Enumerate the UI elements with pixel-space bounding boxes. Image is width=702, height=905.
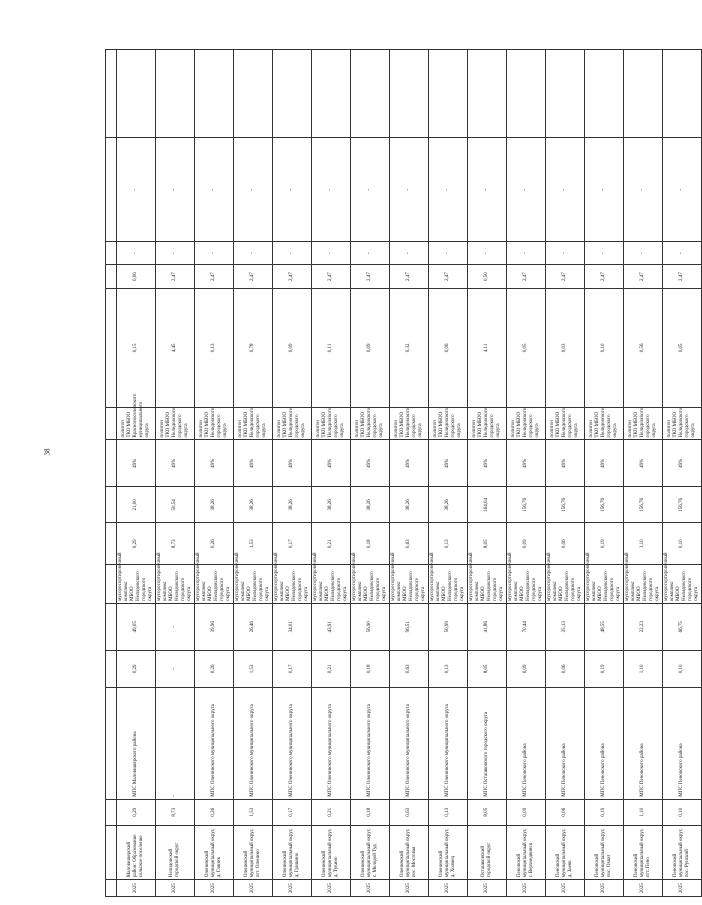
cell-operator-2: мусоросортировочный комплекс МБОО Нелидовского городского округа: [468, 564, 507, 603]
cell-percent: 49%: [468, 440, 507, 487]
cell-operator-2: мусоросортировочный комплекс МБОО Нелидовского городского округа: [624, 564, 663, 603]
cell-blank: [273, 50, 312, 138]
cell-distance: 26,46: [234, 603, 273, 650]
cell-year: 2025: [507, 880, 546, 897]
cell-volume-3: 0,17: [273, 523, 312, 565]
cell-year: 2025: [585, 880, 624, 897]
cell-volume-2: 1,53: [234, 650, 273, 688]
cell-volume: 0,18: [351, 799, 390, 825]
cell-year: 2025: [468, 880, 507, 897]
cell-blank: [429, 50, 468, 138]
cell-distance: 70,44: [507, 603, 546, 650]
cell-volume-3: 0,13: [429, 523, 468, 565]
cell-distance-3: 2,47: [195, 265, 234, 288]
cell-volume-2: 0,10: [663, 650, 702, 688]
cell-operator-3: полигон ТКО МБОО Нелидовского городского округа: [663, 408, 702, 440]
cell-volume-3: 0,19: [585, 523, 624, 565]
cell-year: 2025: [195, 880, 234, 897]
cell-operator-2: мусоросортировочный комплекс МБОО Нелидовского городского округа: [663, 564, 702, 603]
cell-year: 2025: [429, 880, 468, 897]
cell-blank: [663, 50, 702, 138]
cell-operator-1: МПС Пеновского района: [507, 688, 546, 800]
cell-locality: Нелидовский городской округ: [156, 825, 195, 879]
cell-operator-3: полигон ТКО МБОО Нелидовского городского округа: [273, 408, 312, 440]
cell-percent: 49%: [312, 440, 351, 487]
cell-volume: 8,05: [468, 799, 507, 825]
cell-volume-5: -: [624, 138, 663, 242]
cell-operator-2: мусоросортировочный комплекс МБОО Нелидовского городского округа: [390, 564, 429, 603]
cell-volume: 0,13: [429, 799, 468, 825]
table-row: [351, 50, 390, 897]
cell-operator-4: -: [273, 242, 312, 265]
cell-volume-3: 1,10: [624, 523, 663, 565]
cell-operator-2: мусоросортировочный комплекс МБОО Нелидовского городского округа: [156, 564, 195, 603]
cell-operator-4: -: [507, 242, 546, 265]
cell-distance-2: 50,54: [156, 487, 195, 523]
cell-volume: 1,53: [234, 799, 273, 825]
cell-locality: Осташковский городской округ: [468, 825, 507, 879]
rotated-table-frame: [105, 49, 699, 897]
cell-volume-2: 8,05: [468, 650, 507, 688]
cell-distance-2: 156,76: [624, 487, 663, 523]
cell-operator-1: МПС Оленинского муниципального округа: [351, 688, 390, 800]
cell-operator-2: мусоросортировочный комплекс МБОО Нелидовского городского округа: [351, 564, 390, 603]
cell-operator-4: -: [585, 242, 624, 265]
cell-operator-4: -: [156, 242, 195, 265]
cell-volume-3: 0,09: [507, 523, 546, 565]
cell-distance-2: 38,26: [195, 487, 234, 523]
cell-operator-3: полигон ТКО МБОО Нелидовского городского округа: [156, 408, 195, 440]
cell-percent: 49%: [390, 440, 429, 487]
cell-volume-5: -: [273, 138, 312, 242]
cell-volume-2: 0,17: [273, 650, 312, 688]
cell-locality: Пеновский муниципальный округ, пос. Рунский: [663, 825, 702, 879]
cell-locality: Оленинский муниципальный округ, д. Гляник: [195, 825, 234, 879]
cell-volume: 8,73: [156, 799, 195, 825]
cell-volume-5: -: [234, 138, 273, 242]
cell-operator-4: -: [624, 242, 663, 265]
cell-distance-2: 156,76: [507, 487, 546, 523]
cell-volume-4: 0,15: [117, 288, 156, 407]
table-row: [663, 50, 702, 897]
cell-volume-3: 0,63: [390, 523, 429, 565]
cell-volume-5: -: [312, 138, 351, 242]
cell-volume-2: 0,26: [195, 650, 234, 688]
cell-blank: [585, 50, 624, 138]
cell-volume-5: -: [663, 138, 702, 242]
cell-operator-1: МПС Оленинского муниципального округа: [234, 688, 273, 800]
cell-volume-4: 0,32: [390, 288, 429, 407]
cell-volume: 0,21: [312, 799, 351, 825]
cell-volume-4: 0,56: [624, 288, 663, 407]
cell-distance-2: 156,76: [546, 487, 585, 523]
cell-year: 2025: [546, 880, 585, 897]
cell-distance: 56,90: [351, 603, 390, 650]
cell-volume-5: -: [507, 138, 546, 242]
cell-percent: 49%: [156, 440, 195, 487]
cell-blank: [312, 50, 351, 138]
cell-percent: 49%: [117, 440, 156, 487]
cell-distance-2: 38,26: [351, 487, 390, 523]
cell-distance-2: 21,00: [117, 487, 156, 523]
cell-volume-4: 4,11: [468, 288, 507, 407]
cell-volume-2: 0,09: [507, 650, 546, 688]
cell-volume: 0,29: [117, 799, 156, 825]
cell-distance-3: 0,06: [117, 265, 156, 288]
cell-operator-2: мусоросортировочный комплекс МБОО Нелидовского городского округа: [273, 564, 312, 603]
cell-volume-2: 0,19: [585, 650, 624, 688]
cell-volume-4: 0,05: [507, 288, 546, 407]
cell-operator-4: -: [234, 242, 273, 265]
cell-locality: Маловишерский район: Образование сельское поселение: [117, 825, 156, 879]
cell-distance-3: 2,47: [234, 265, 273, 288]
table-row: [468, 50, 507, 897]
cell-operator-2: мусоросортировочный комплекс МБОО Нелидовского городского округа: [195, 564, 234, 603]
cell-distance-3: 2,47: [351, 265, 390, 288]
cell-operator-3: полигон ТКО МБОО Нелидовского городского округа: [390, 408, 429, 440]
cell-operator-4: -: [195, 242, 234, 265]
table-row: [195, 50, 234, 897]
cell-volume: 0,26: [195, 799, 234, 825]
cell-operator-3: полигон ТКО МБОО Нелидовского городского округа: [507, 408, 546, 440]
cell-blank: [390, 50, 429, 138]
cell-year: 2025: [273, 880, 312, 897]
cell-locality: Оленинский муниципальный округ, с. Молодой Туд: [351, 825, 390, 879]
cell-volume-3: 0,06: [546, 523, 585, 565]
cell-volume-2: 0,21: [312, 650, 351, 688]
cell-year: 2025: [117, 880, 156, 897]
cell-distance: -: [156, 603, 195, 650]
cell-volume-2: 0,29: [117, 650, 156, 688]
cell-distance: 35,13: [546, 603, 585, 650]
cell-distance: 43,91: [312, 603, 351, 650]
cell-blank: [507, 50, 546, 138]
cell-volume: 0,63: [390, 799, 429, 825]
table-row: [546, 50, 585, 897]
cell-operator-1: МПС Пеновского района: [624, 688, 663, 800]
cell-volume-3: 8,73: [156, 523, 195, 565]
cell-operator-1: МПС Пеновского района: [546, 688, 585, 800]
cell-locality: Оленинский муниципальный округ, пос. Мостовая: [390, 825, 429, 879]
cell-volume-5: -: [429, 138, 468, 242]
cell-operator-3: полигон ТКО МБОО Краснопоселенского муниципального округа: [117, 408, 156, 440]
cell-locality: Оленинский муниципальный округ, пгт. Оленино: [234, 825, 273, 879]
cell-volume-3: 0,10: [663, 523, 702, 565]
cell-percent: 49%: [546, 440, 585, 487]
cell-blank: [468, 50, 507, 138]
table-row: [507, 50, 546, 897]
cell-volume-2: 1,10: [624, 650, 663, 688]
cell-blank: [117, 50, 156, 138]
cell-operator-1: МПС Маловишерского района: [117, 688, 156, 800]
cell-percent: 49%: [624, 440, 663, 487]
cell-distance-2: 38,26: [234, 487, 273, 523]
cell-operator-1: МПС Оленинского муниципального округа: [195, 688, 234, 800]
cell-operator-3: полигон ТКО МБОО Нелидовского городского округа: [468, 408, 507, 440]
cell-percent: 49%: [429, 440, 468, 487]
cell-operator-2: мусоросортировочный комплекс МБОО Нелидовского городского округа: [546, 564, 585, 603]
cell-locality: Пеновский муниципальный округ, пгт. Пено: [624, 825, 663, 879]
cell-distance-3: 2,47: [585, 265, 624, 288]
cell-distance: 96,51: [390, 603, 429, 650]
cell-operator-4: -: [390, 242, 429, 265]
cell-percent: 49%: [585, 440, 624, 487]
cell-operator-4: -: [546, 242, 585, 265]
cell-distance-2: 156,76: [585, 487, 624, 523]
cell-distance-3: 2,47: [429, 265, 468, 288]
cell-distance: 48,55: [585, 603, 624, 650]
cell-locality: Оленинский муниципальный округ, д. Тукино: [312, 825, 351, 879]
cell-blank: [195, 50, 234, 138]
cell-distance: 50,99: [429, 603, 468, 650]
cell-year: 2025: [156, 880, 195, 897]
cell-operator-2: мусоросортировочный комплекс МБОО Нелидовского городского округа: [234, 564, 273, 603]
cell-volume-2: 0,63: [390, 650, 429, 688]
cell-operator-4: -: [429, 242, 468, 265]
cell-volume-3: 0,26: [195, 523, 234, 565]
cell-distance-3: 2,47: [546, 265, 585, 288]
cell-distance: 66,75: [663, 603, 702, 650]
cell-volume-3: 0,29: [117, 523, 156, 565]
cell-distance-2: 156,76: [663, 487, 702, 523]
cell-volume-5: -: [585, 138, 624, 242]
cell-volume-5: -: [390, 138, 429, 242]
cell-locality: Пеновский муниципальный округ, д. Заевк: [546, 825, 585, 879]
cell-locality: Оленинский муниципальный округ, д. Холмец: [429, 825, 468, 879]
table-row: [273, 50, 312, 897]
cell-volume-2: 0,18: [351, 650, 390, 688]
cell-distance-2: 38,26: [390, 487, 429, 523]
cell-percent: 49%: [351, 440, 390, 487]
cell-operator-3: полигон ТКО МБОО Нелидовского городского округа: [195, 408, 234, 440]
cell-operator-3: полигон ТКО МБОО Нелидовского городского округа: [312, 408, 351, 440]
table-row: [312, 50, 351, 897]
table-row: [429, 50, 468, 897]
cell-distance-3: 2,47: [156, 265, 195, 288]
cell-percent: 49%: [234, 440, 273, 487]
cell-year: 2025: [234, 880, 273, 897]
cell-locality: Пеновский муниципальный округ, г. Верхнедвинск: [507, 825, 546, 879]
cell-operator-3: полигон ТКО МБОО Нелидовского городского округа: [546, 408, 585, 440]
cell-year: 2025: [624, 880, 663, 897]
cell-volume: 0,09: [507, 799, 546, 825]
cell-volume-4: 0,09: [351, 288, 390, 407]
cell-volume: 0,17: [273, 799, 312, 825]
cell-volume-4: 0,03: [546, 288, 585, 407]
cell-volume-4: 0,11: [312, 288, 351, 407]
cell-distance: 22,23: [624, 603, 663, 650]
cell-operator-3: полигон ТКО МБОО Нелидовского городского округа: [351, 408, 390, 440]
cell-year: 2025: [312, 880, 351, 897]
cell-distance-2: 38,26: [429, 487, 468, 523]
cell-locality: Пеновский муниципальный округ, пос. Охват: [585, 825, 624, 879]
cell-operator-1: МПС Оленинского муниципального округа: [390, 688, 429, 800]
cell-distance-2: 38,26: [273, 487, 312, 523]
cell-distance: 39,96: [195, 603, 234, 650]
cell-operator-4: -: [351, 242, 390, 265]
cell-volume-3: 1,53: [234, 523, 273, 565]
cell-volume-5: -: [156, 138, 195, 242]
cell-volume-2: 0,13: [429, 650, 468, 688]
cell-operator-4: -: [468, 242, 507, 265]
table-row: [585, 50, 624, 897]
cell-operator-1: МПС Оленинского муниципального округа: [312, 688, 351, 800]
cell-percent: 49%: [273, 440, 312, 487]
cell-distance-2: 164,04: [468, 487, 507, 523]
cell-distance-2: 38,26: [312, 487, 351, 523]
cell-volume-5: -: [546, 138, 585, 242]
cell-volume: 0,06: [546, 799, 585, 825]
cell-blank: [546, 50, 585, 138]
table-row: [156, 50, 195, 897]
cell-operator-4: -: [312, 242, 351, 265]
cell-operator-3: полигон ТКО МБОО Нелидовского городского округа: [429, 408, 468, 440]
cell-blank: [351, 50, 390, 138]
table-row: [234, 50, 273, 897]
cell-volume-4: 0,13: [195, 288, 234, 407]
cell-distance-3: 2,47: [663, 265, 702, 288]
cell-distance-3: 2,47: [273, 265, 312, 288]
cell-distance-3: 2,47: [624, 265, 663, 288]
cell-percent: 49%: [507, 440, 546, 487]
cell-volume-5: -: [468, 138, 507, 242]
cell-distance-3: 2,47: [312, 265, 351, 288]
cell-operator-2: мусоросортировочный комплекс МБОО Нелидовского городского округа: [507, 564, 546, 603]
cell-volume: 1,10: [624, 799, 663, 825]
cell-volume-2: 0,06: [546, 650, 585, 688]
cell-volume-2: -: [156, 650, 195, 688]
cell-distance-3: 0,50: [468, 265, 507, 288]
cell-operator-2: мусоросортировочный комплекс МБОО Нелидовского городского округа: [312, 564, 351, 603]
cell-operator-2: мусоросортировочный комплекс МБОО Нелидовского городского округа: [585, 564, 624, 603]
table-top-rule: [106, 50, 117, 897]
cell-volume-4: 0,05: [663, 288, 702, 407]
cell-volume-5: -: [195, 138, 234, 242]
cell-volume-3: 8,05: [468, 523, 507, 565]
cell-distance: 34,01: [273, 603, 312, 650]
cell-operator-1: МПС Оленинского муниципального округа: [429, 688, 468, 800]
cell-operator-1: -: [156, 688, 195, 800]
page-number: 38: [43, 448, 52, 456]
cell-distance: 41,86: [468, 603, 507, 650]
cell-blank: [156, 50, 195, 138]
cell-volume-4: 4,45: [156, 288, 195, 407]
cell-blank: [624, 50, 663, 138]
cell-volume: 0,19: [585, 799, 624, 825]
table-body: [117, 50, 702, 897]
cell-year: 2025: [351, 880, 390, 897]
cell-distance: 49,05: [117, 603, 156, 650]
cell-distance-3: 2,47: [507, 265, 546, 288]
cell-locality: Оленинский муниципальный округ, д. Гришино: [273, 825, 312, 879]
cell-operator-1: МПС Пеновского района: [585, 688, 624, 800]
table-row: [390, 50, 429, 897]
cell-operator-3: полигон ТКО МБОО Нелидовского городского округа: [585, 408, 624, 440]
cell-distance-3: 2,47: [390, 265, 429, 288]
cell-operator-2: мусоросортировочный комплекс МБОО Нелидовского городского округа: [117, 564, 156, 603]
cell-percent: 49%: [195, 440, 234, 487]
cell-volume-4: 0,09: [273, 288, 312, 407]
cell-volume: 0,10: [663, 799, 702, 825]
cell-operator-2: мусоросортировочный комплекс МБОО Нелидовского городского округа: [429, 564, 468, 603]
table-row: [624, 50, 663, 897]
waste-flow-table: [105, 49, 702, 897]
cell-operator-4: -: [117, 242, 156, 265]
cell-operator-3: полигон ТКО МБОО Нелидовского городского округа: [624, 408, 663, 440]
cell-blank: [234, 50, 273, 138]
cell-volume-5: -: [117, 138, 156, 242]
cell-year: 2025: [663, 880, 702, 897]
table-row: [117, 50, 156, 897]
cell-volume-5: -: [351, 138, 390, 242]
cell-year: 2025: [390, 880, 429, 897]
cell-operator-1: МПС Оленинского муниципального округа: [273, 688, 312, 800]
cell-percent: 49%: [663, 440, 702, 487]
cell-volume-3: 0,21: [312, 523, 351, 565]
cell-volume-4: 0,78: [234, 288, 273, 407]
cell-operator-3: полигон ТКО МБОО Нелидовского городского округа: [234, 408, 273, 440]
cell-volume-4: 0,10: [585, 288, 624, 407]
cell-operator-1: МПС Осташковского городского округа: [468, 688, 507, 800]
cell-volume-3: 0,18: [351, 523, 390, 565]
cell-operator-4: -: [663, 242, 702, 265]
cell-operator-1: МПС Пеновского района: [663, 688, 702, 800]
cell-volume-4: 0,06: [429, 288, 468, 407]
